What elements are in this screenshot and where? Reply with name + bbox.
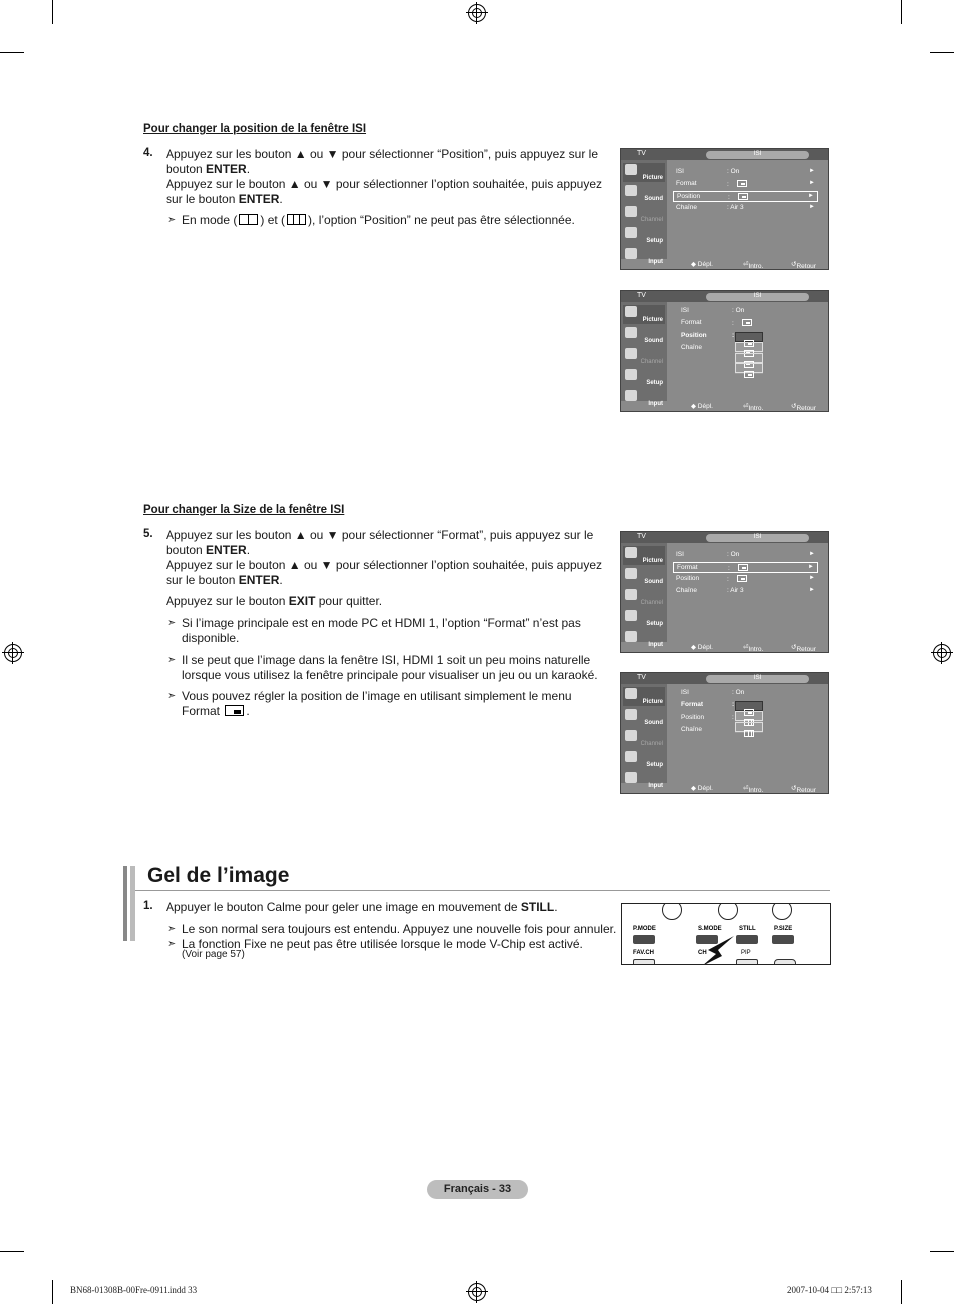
bottom-left-icon bbox=[744, 371, 754, 378]
menu-topbar: TV bbox=[621, 149, 828, 160]
tab-channel[interactable]: Channel bbox=[623, 588, 665, 607]
step-line: Appuyez sur les bouton ▲ ou ▼ pour sélectionner “Position”, puis appuyez sur le bbox=[166, 147, 598, 161]
menu-sidebar bbox=[621, 302, 667, 407]
pip-format-icon bbox=[225, 705, 244, 716]
tv-menu-screen bbox=[620, 290, 829, 412]
tab-sound[interactable]: Sound bbox=[623, 326, 665, 345]
setup-icon bbox=[625, 369, 637, 380]
menu-row-format[interactable]: Format : bbox=[678, 318, 778, 329]
menu-footer: ◆ Dépl. ⏎ Intro. ↺ Retour bbox=[691, 644, 816, 653]
step-line: sur le bouton ENTER. bbox=[166, 192, 283, 206]
remote-round-button bbox=[772, 903, 792, 920]
position-option[interactable] bbox=[735, 332, 763, 342]
back-hint: ↺ Retour bbox=[791, 261, 816, 270]
note-text: Le son normal sera toujours est entendu. Appuyez une nouvelle fois pour annuler. bbox=[182, 922, 617, 936]
step-line: bouton ENTER. bbox=[166, 162, 251, 176]
sound-icon bbox=[625, 568, 637, 579]
step-number: 1. bbox=[143, 900, 153, 912]
menu-footer: ◆ Dépl. ⏎ Intro. ↺ Retour bbox=[691, 261, 816, 270]
pointer-arrow-icon bbox=[698, 934, 738, 965]
picture-icon bbox=[625, 688, 637, 699]
note-text: Il se peut que l’image dans la fenêtre ISI, HDMI 1 soit un peu moins naturelle lorsque vous utilisez la fenêtre principale pour visualiser un jeu ou un karaoké. bbox=[182, 653, 598, 682]
tab-channel[interactable]: Channel bbox=[623, 205, 665, 224]
crop-mark bbox=[901, 1280, 902, 1304]
tab-sound[interactable]: Sound bbox=[623, 184, 665, 203]
crop-mark bbox=[52, 1280, 53, 1304]
menu-row-position[interactable]: Position : bbox=[681, 714, 734, 721]
picture-icon bbox=[625, 547, 637, 558]
menu-row-format[interactable]: Format : ► bbox=[673, 562, 818, 573]
menu-row-format[interactable]: Format : bbox=[681, 701, 735, 708]
format-option[interactable] bbox=[735, 711, 763, 721]
menu-row-isi[interactable]: ISI : On ► bbox=[676, 551, 815, 558]
menu-topbar: TV bbox=[621, 673, 828, 684]
page-title: Gel de l’image bbox=[147, 864, 290, 887]
tab-sound[interactable]: Sound bbox=[623, 567, 665, 586]
format-icon bbox=[737, 180, 747, 187]
format-icon bbox=[738, 564, 748, 571]
tab-picture[interactable]: Picture bbox=[623, 546, 665, 565]
menu-footer: ◆ Dépl. ⏎ Intro. ↺ Retour bbox=[691, 785, 816, 794]
step-line: Appuyez sur le bouton ▲ ou ▼ pour sélectionner l’option souhaitée, puis appuyez bbox=[166, 558, 603, 572]
channel-up-button[interactable] bbox=[774, 959, 796, 965]
tab-picture[interactable]: Picture bbox=[623, 163, 665, 182]
note-arrow-icon: ➣ bbox=[167, 654, 177, 666]
crop-mark bbox=[52, 0, 53, 24]
format-option[interactable] bbox=[735, 722, 763, 732]
note-arrow-icon: ➣ bbox=[167, 214, 177, 226]
input-icon bbox=[625, 248, 637, 259]
setup-icon bbox=[625, 751, 637, 762]
menu-row-chaine[interactable]: Chaîne : Air 3 ► bbox=[676, 587, 815, 594]
picture-icon bbox=[625, 164, 637, 175]
remote-label: P.MODE bbox=[633, 926, 656, 932]
section-bar bbox=[130, 866, 135, 941]
tab-input[interactable]: Input bbox=[623, 389, 665, 408]
section-heading-size: Pour changer la Size de la fenêtre ISI bbox=[143, 504, 345, 516]
input-icon bbox=[625, 631, 637, 642]
tab-setup[interactable]: Setup bbox=[623, 609, 665, 628]
registration-mark-icon bbox=[468, 1283, 486, 1301]
tab-input[interactable]: Input bbox=[623, 771, 665, 790]
favch-button[interactable] bbox=[633, 959, 655, 965]
position-icon bbox=[737, 575, 747, 582]
enter-hint: ⏎ Intro. bbox=[743, 785, 764, 794]
step-line: Appuyez sur le bouton ▲ ou ▼ pour sélectionner l’option souhaitée, puis appuyez bbox=[166, 177, 603, 191]
section-rule bbox=[135, 890, 830, 891]
menu-title-bar: ISI bbox=[706, 675, 809, 683]
note-arrow-icon: ➣ bbox=[167, 617, 177, 629]
note-arrow-icon: ➣ bbox=[167, 938, 177, 950]
tv-menu-screen bbox=[620, 148, 829, 270]
remote-illustration bbox=[621, 903, 831, 965]
registration-mark-icon bbox=[933, 644, 951, 662]
tv-menu-screen bbox=[620, 672, 829, 794]
note-subtext: (Voir page 57) bbox=[182, 949, 245, 960]
menu-title-bar: ISI bbox=[706, 534, 809, 542]
tab-picture[interactable]: Picture bbox=[623, 687, 665, 706]
menu-sidebar bbox=[621, 684, 667, 789]
position-dropdown[interactable] bbox=[735, 332, 763, 374]
note-arrow-icon: ➣ bbox=[167, 690, 177, 702]
return-icon bbox=[662, 903, 682, 920]
step-line: bouton ENTER. bbox=[166, 543, 251, 557]
step-line: Appuyez sur les bouton ▲ ou ▼ pour sélectionner “Format”, puis appuyez sur le bbox=[166, 528, 594, 542]
position-option[interactable] bbox=[735, 342, 763, 352]
tab-input[interactable]: Input bbox=[623, 247, 665, 266]
remote-label: S.MODE bbox=[698, 926, 722, 932]
menu-topbar: TV bbox=[621, 532, 828, 543]
channel-icon bbox=[625, 348, 637, 359]
remote-label: PIP bbox=[741, 950, 751, 956]
crop-mark bbox=[930, 52, 954, 53]
note-text: La fonction Fixe ne peut pas être utilisée lorsque le mode V-Chip est activé. bbox=[182, 937, 583, 951]
channel-icon bbox=[625, 206, 637, 217]
step-number: 5. bbox=[143, 528, 153, 540]
input-icon bbox=[625, 390, 637, 401]
step-text: Appuyer le bouton Calme pour geler une image en mouvement de STILL. bbox=[166, 900, 558, 914]
back-hint: ↺ Retour bbox=[791, 403, 816, 412]
position-option[interactable] bbox=[735, 363, 763, 373]
setup-icon bbox=[625, 610, 637, 621]
note-text: Si l’image principale est en mode PC et HDMI 1, l’option “Format” n’est pas disponible. bbox=[182, 616, 581, 645]
pmode-button[interactable] bbox=[633, 935, 655, 944]
tv-menu-screen bbox=[620, 531, 829, 653]
note-text: Vous pouvez régler la position de l’image en utilisant simplement le menu Format . bbox=[182, 689, 572, 718]
sound-icon bbox=[625, 185, 637, 196]
step-text bbox=[166, 147, 606, 207]
sound-icon bbox=[625, 709, 637, 720]
menu-topbar: TV bbox=[621, 291, 828, 302]
sound-icon bbox=[625, 327, 637, 338]
remote-label: CH bbox=[698, 950, 707, 956]
tab-picture[interactable]: Picture bbox=[623, 305, 665, 324]
split-mode-icon bbox=[239, 214, 258, 225]
menu-footer: ◆ Dépl. ⏎ Intro. ↺ Retour bbox=[691, 403, 816, 412]
enter-hint: ⏎ Intro. bbox=[743, 403, 764, 412]
menu-title-bar: ISI bbox=[706, 293, 809, 301]
menu-row-chaine[interactable]: Chaîne bbox=[681, 726, 702, 733]
crop-mark bbox=[901, 0, 902, 24]
note-arrow-icon: ➣ bbox=[167, 923, 177, 935]
crop-mark bbox=[0, 1251, 24, 1252]
print-slug-left: BN68-01308B-00Fre-0911.indd 33 bbox=[70, 1285, 198, 1295]
back-hint: ↺ Retour bbox=[791, 644, 816, 653]
step-line: sur le bouton ENTER. bbox=[166, 573, 283, 587]
menu-sidebar bbox=[621, 160, 667, 265]
menu-row-position[interactable]: Position : ► bbox=[676, 575, 815, 583]
section-heading-position: Pour changer la position de la fenêtre ISI bbox=[143, 123, 367, 135]
enter-hint: ⏎ Intro. bbox=[743, 644, 764, 653]
input-icon bbox=[625, 772, 637, 783]
tab-sound[interactable]: Sound bbox=[623, 708, 665, 727]
tab-channel[interactable]: Channel bbox=[623, 729, 665, 748]
pip-button[interactable] bbox=[736, 959, 758, 965]
step-number: 4. bbox=[143, 147, 153, 159]
tab-setup[interactable]: Setup bbox=[623, 368, 665, 387]
dual-mode-icon bbox=[287, 214, 306, 225]
menu-row-isi[interactable]: ISI : On ► bbox=[676, 168, 815, 175]
format-dropdown[interactable] bbox=[735, 701, 763, 733]
channel-icon bbox=[625, 730, 637, 741]
setup-icon bbox=[625, 227, 637, 238]
picture-icon bbox=[625, 306, 637, 317]
page-number-badge: Français - 33 bbox=[427, 1180, 528, 1199]
format-option[interactable] bbox=[735, 701, 763, 711]
tab-setup[interactable]: Setup bbox=[623, 750, 665, 769]
menu-row-format[interactable]: Format : ► bbox=[676, 180, 815, 188]
registration-mark-icon bbox=[468, 4, 486, 22]
remote-label: FAV.CH bbox=[633, 950, 655, 956]
crop-mark bbox=[930, 1251, 954, 1252]
registration-mark-icon bbox=[4, 644, 22, 662]
remote-label: P.SIZE bbox=[774, 926, 793, 932]
print-slug-right: 2007-10-04 □□ 2:57:13 bbox=[787, 1285, 872, 1295]
menu-sidebar bbox=[621, 543, 667, 648]
back-hint: ↺ Retour bbox=[791, 785, 816, 794]
format-icon bbox=[742, 319, 752, 326]
psize-button[interactable] bbox=[772, 935, 794, 944]
tab-channel[interactable]: Channel bbox=[623, 347, 665, 366]
step-text bbox=[166, 528, 606, 588]
still-button[interactable] bbox=[736, 935, 758, 944]
position-icon bbox=[738, 193, 748, 200]
exit-instruction: Appuyez sur le bouton EXIT pour quitter. bbox=[166, 594, 383, 608]
enter-hint: ⏎ Intro. bbox=[743, 261, 764, 270]
menu-row-chaine[interactable]: Chaîne bbox=[681, 344, 702, 351]
menu-row-isi[interactable]: ISI : On bbox=[681, 307, 745, 314]
dual-format-icon bbox=[744, 730, 754, 737]
note-text: En mode ( ) et ( ), l’option “Position” ne peut pas être sélectionnée. bbox=[182, 213, 575, 227]
remote-label: STILL bbox=[739, 926, 756, 932]
menu-row-isi[interactable]: ISI : On bbox=[681, 689, 745, 696]
menu-row-position[interactable]: Position : bbox=[681, 332, 735, 339]
crop-mark bbox=[0, 52, 24, 53]
position-option[interactable] bbox=[735, 353, 763, 363]
tab-input[interactable]: Input bbox=[623, 630, 665, 649]
menu-title-bar: ISI bbox=[706, 151, 809, 159]
section-bar bbox=[123, 866, 127, 941]
menu-row-chaine[interactable]: Chaîne : Air 3 ► bbox=[676, 204, 815, 211]
remote-round-button bbox=[718, 903, 738, 920]
menu-row-position[interactable]: Position : ► bbox=[673, 191, 818, 202]
tab-setup[interactable]: Setup bbox=[623, 226, 665, 245]
channel-icon bbox=[625, 589, 637, 600]
